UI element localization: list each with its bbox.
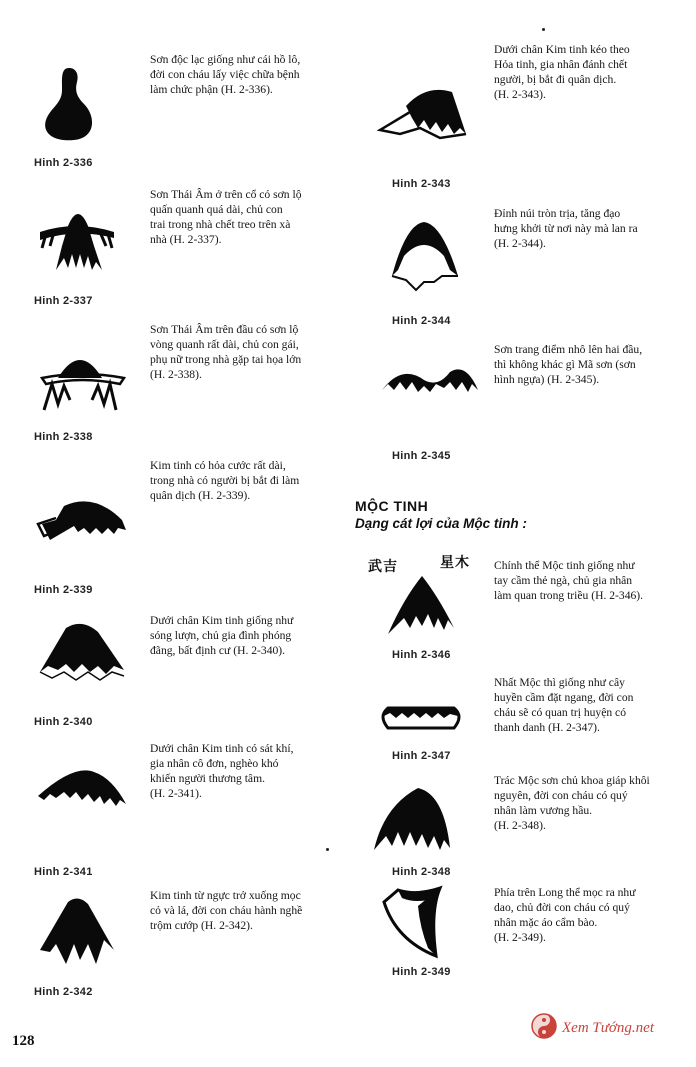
horizontal-log-icon	[378, 700, 464, 734]
figure-caption: Hinh 2-340	[34, 716, 93, 728]
low-ridge-mountain-icon	[34, 766, 130, 810]
figure-description: Sơn trang điểm nhô lên hai đầu, thì không khác gì Mã sơn (sơn hình ngựa) (H. 2-345).	[494, 343, 643, 386]
figure-caption: Hinh 2-349	[392, 966, 451, 978]
figure-caption: Hinh 2-347	[392, 750, 451, 762]
fire-foot-mountain-icon	[376, 82, 472, 142]
site-watermark[interactable]	[530, 1012, 654, 1045]
section-title: MỘC TINH	[355, 498, 429, 514]
leaning-peak-mountain-icon	[370, 770, 460, 856]
wave-foot-mountain-icon	[34, 622, 130, 684]
figure-caption: Hinh 2-342	[34, 986, 93, 998]
figure-description: Trác Mộc sơn chủ khoa giáp khôi nguyên, đời con cháu có quý nhân làm vương hầu. (H. 2-348).	[494, 774, 650, 832]
figure-description: Dưới chân Kim tinh giống như sóng lượn, chủ gia đình phóng đãng, bất định cư (H. 2-340).	[150, 614, 294, 657]
chinese-label-right: 星木	[440, 556, 470, 571]
section-subtitle: Dạng cát lợi của Mộc tinh :	[355, 516, 527, 531]
yin-yang-icon	[530, 1012, 558, 1045]
head-band-mountain-icon	[36, 344, 126, 416]
figure-caption: Hinh 2-336	[34, 157, 93, 169]
figure-description: Phía trên Long thể mọc ra như dao, chủ đời con cháu có quý nhân mặc áo cẩm bào. (H. 2-349).	[494, 886, 636, 944]
figure-caption: Hinh 2-337	[34, 295, 93, 307]
figure-description: Nhất Mộc thì giống như cây huyền cầm đặt ngang, đời con cháu sẽ có quan trị huyện có thanh danh (H. 2-347).	[494, 676, 634, 734]
long-foot-mountain-icon	[34, 494, 130, 548]
zigzag-foot-mountain-icon	[34, 894, 120, 974]
tall-peak-mountain-icon	[382, 570, 462, 640]
horn-shape-mountain-icon	[376, 882, 466, 962]
figure-caption: Hinh 2-344	[392, 315, 451, 327]
figure-caption: Hinh 2-343	[392, 178, 451, 190]
neck-band-mountain-icon	[36, 196, 118, 276]
figure-description: Dưới chân Kim tinh kéo theo Hỏa tinh, gia nhân đánh chết người, bị bắt đi quân dịch. (H. 2-343).	[494, 43, 630, 101]
print-speck	[326, 848, 329, 851]
figure-description: Chính thể Mộc tinh giống như tay cầm thẻ ngà, chủ gia nhân làm quan trong triều (H. 2-346).	[494, 559, 644, 602]
page-number: 128	[12, 1033, 35, 1049]
figure-caption: Hinh 2-341	[34, 866, 93, 878]
figure-caption: Hinh 2-339	[34, 584, 93, 596]
gourd-mountain-icon	[36, 60, 106, 150]
watermark-text: Xem Tướng.net	[562, 1020, 655, 1036]
figure-caption: Hinh 2-346	[392, 649, 451, 661]
figure-caption: Hinh 2-345	[392, 450, 451, 462]
round-peak-mountain-icon	[376, 216, 472, 296]
figure-description: Sơn Thái Âm ở trên cổ có sơn lộ quấn quanh quá dài, chủ con trai trong nhà chết treo trên xà nhà (H. 2-337).	[150, 188, 302, 246]
figure-caption: Hinh 2-338	[34, 431, 93, 443]
chinese-label-left: 武吉	[368, 560, 398, 575]
figure-description: Sơn Thái Âm trên đầu có sơn lộ vòng quanh rất dài, chủ con gái, phụ nữ trong nhà gặp tai họa lớn (H. 2-338).	[150, 323, 302, 381]
figure-description: Dưới chân Kim tinh có sát khí, gia nhân cô đơn, nghèo khó khiến người thương tâm. (H. 2-341).	[150, 742, 294, 800]
figure-description: Đỉnh núi tròn trịa, tăng đạo hưng khởi từ nơi này mà lan ra (H. 2-344).	[494, 207, 638, 250]
figure-description: Kim tinh có hỏa cước rất dài, trong nhà có người bị bắt đi làm quân dịch (H. 2-339).	[150, 459, 300, 502]
twin-hump-mountain-icon	[380, 364, 480, 396]
figure-description: Sơn độc lạc giống như cái hồ lô, đời con cháu lấy việc chữa bệnh làm chức phận (H. 2-336).	[150, 53, 301, 96]
figure-description: Kim tinh từ ngực trở xuống mọc cỏ và lá, đời con cháu hành nghề trộm cướp (H. 2-342).	[150, 889, 303, 932]
figure-caption: Hinh 2-348	[392, 866, 451, 878]
print-speck	[542, 28, 545, 31]
